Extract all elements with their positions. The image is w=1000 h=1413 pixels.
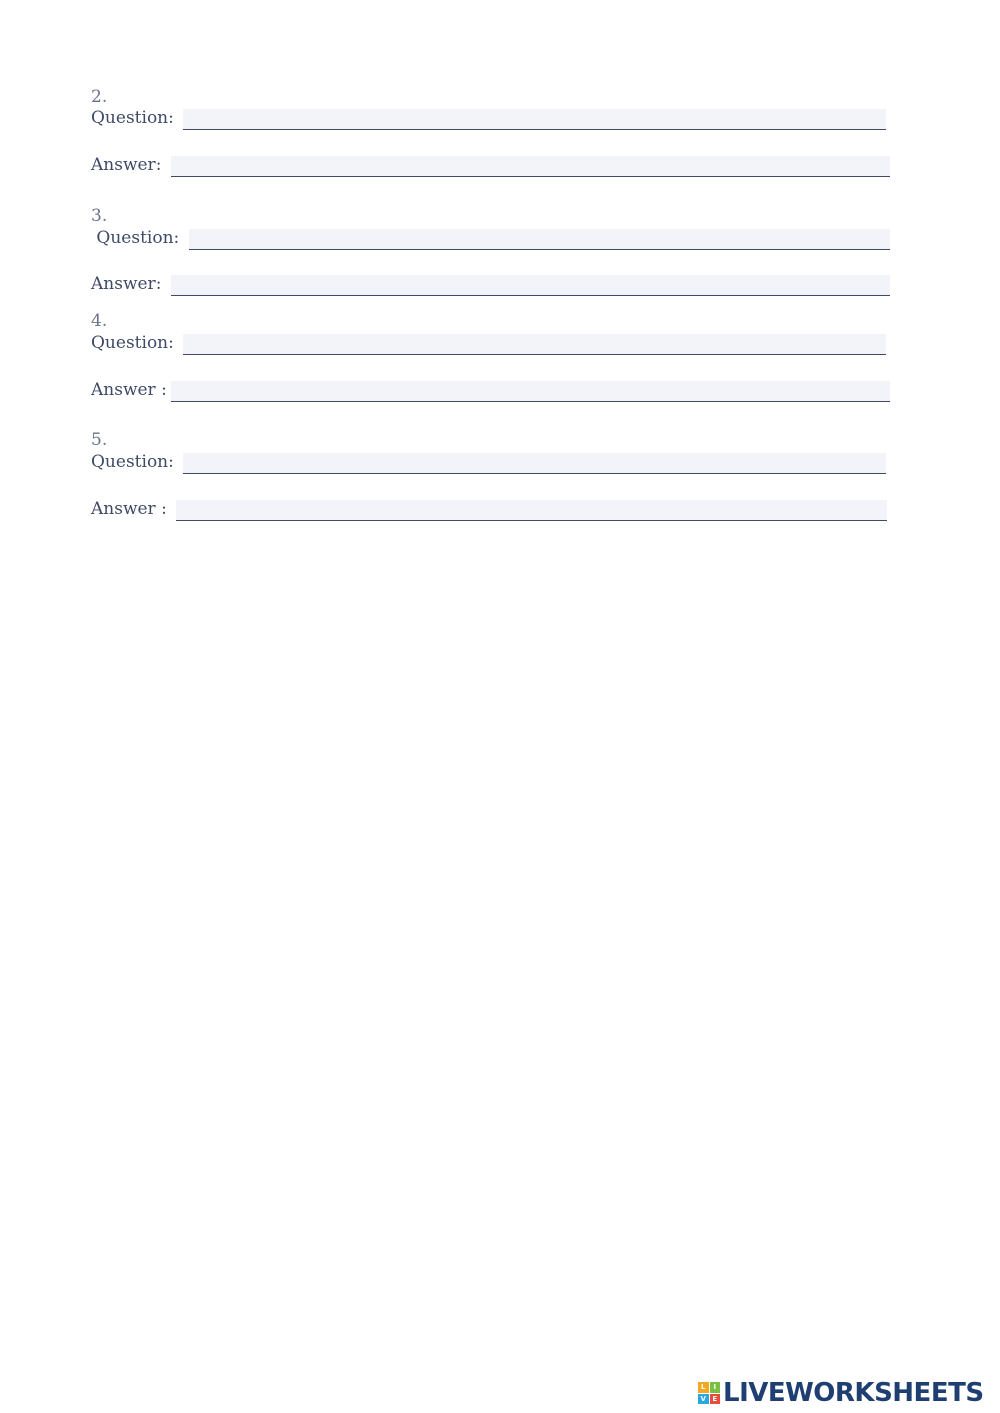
item-number: 3. — [91, 206, 108, 226]
question-label: Question: — [91, 452, 180, 472]
question-input[interactable] — [183, 109, 886, 130]
question-row — [91, 108, 886, 130]
logo-mark-cell: V — [698, 1394, 709, 1405]
answer-label: Answer : — [91, 499, 173, 519]
question-input[interactable] — [183, 334, 886, 355]
question-row — [91, 228, 890, 250]
answer-input[interactable] — [171, 156, 890, 177]
answer-label: Answer: — [91, 155, 167, 175]
logo-mark-icon — [698, 1382, 720, 1404]
question-row — [91, 452, 886, 474]
logo-mark-cell: I — [710, 1382, 721, 1393]
question-input[interactable] — [183, 453, 886, 474]
answer-input[interactable] — [171, 381, 890, 402]
question-row — [91, 333, 886, 355]
question-input[interactable] — [189, 229, 890, 250]
item-number: 2. — [91, 87, 108, 107]
answer-input[interactable] — [171, 275, 890, 296]
logo-mark-cell: L — [698, 1382, 709, 1393]
item-number: 5. — [91, 430, 108, 450]
answer-row — [91, 499, 887, 521]
question-label: Question: — [91, 108, 180, 128]
answer-label: Answer: — [91, 274, 167, 294]
logo-mark-cell: E — [710, 1394, 721, 1405]
liveworksheets-logo — [698, 1378, 984, 1408]
answer-row — [91, 380, 890, 402]
answer-row — [91, 274, 890, 296]
answer-input[interactable] — [176, 500, 887, 521]
question-label: Question: — [91, 333, 180, 353]
answer-label: Answer : — [91, 380, 167, 400]
item-number: 4. — [91, 311, 108, 331]
question-label: Question: — [91, 228, 185, 248]
logo-text: LIVEWORKSHEETS — [723, 1378, 984, 1408]
answer-row — [91, 155, 890, 177]
